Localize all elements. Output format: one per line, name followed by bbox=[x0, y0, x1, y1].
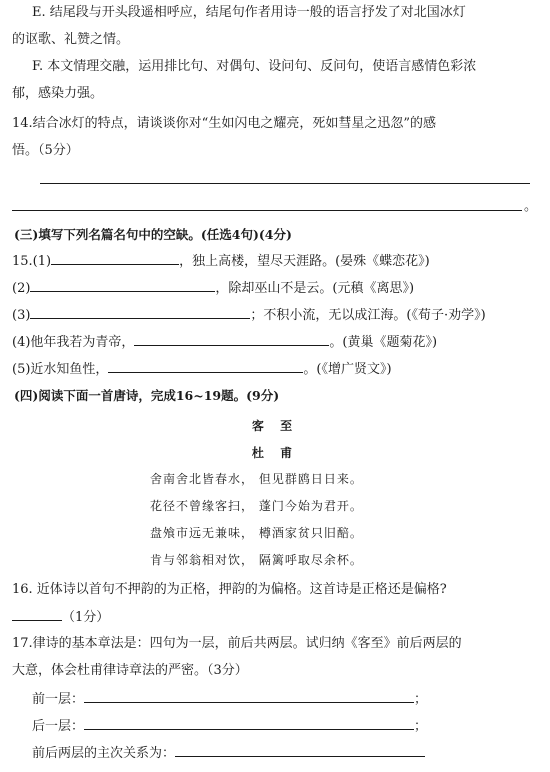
fill-item-1-prefix: 15.(1) bbox=[12, 254, 52, 269]
answer-end-mark: 。 bbox=[524, 199, 538, 214]
answer-line-14a[interactable] bbox=[40, 183, 530, 184]
poem-line-3: 盘飧市远无兼味， 樽酒家贫只旧醅。 bbox=[150, 526, 363, 540]
poem-line-4: 肯与邻翁相对饮， 隔篱呼取尽余杯。 bbox=[150, 553, 363, 567]
fill-item-3-prefix: (3) bbox=[12, 308, 31, 323]
answer-blank-17a[interactable] bbox=[84, 690, 414, 703]
fill-blank-5[interactable] bbox=[108, 360, 303, 373]
fill-item-4-prefix: (4)他年我若为青帝， bbox=[12, 335, 135, 350]
question-17-line-2: 大意，体会杜甫律诗章法的严密。（3分） bbox=[12, 663, 248, 678]
fill-item-5 bbox=[12, 360, 392, 379]
answer-line-14b[interactable] bbox=[12, 210, 522, 211]
answer-1-end: ； bbox=[414, 692, 428, 707]
answer-blank-17b[interactable] bbox=[84, 717, 414, 730]
question-17-line-1: 17.律诗的基本章法是：四句为一层，前后共两层。试归纳《客至》前后两层的 bbox=[12, 636, 462, 651]
answer-blank-16[interactable] bbox=[12, 608, 62, 621]
fill-item-2 bbox=[12, 279, 414, 298]
answer-2-end: ； bbox=[414, 719, 428, 734]
answer-3-label: 前后两层的主次关系为： bbox=[32, 746, 176, 761]
fill-item-3-suffix: ；不积小流，无以成江海。(《荀子·劝学》) bbox=[250, 308, 486, 323]
option-e-line-1: E. 结尾段与开头段遥相呼应，结尾句作者用诗一般的语言抒发了对北国冰灯 bbox=[32, 5, 466, 20]
fill-item-2-prefix: (2) bbox=[12, 281, 31, 296]
fill-item-3 bbox=[12, 306, 486, 325]
answer-row-3 bbox=[32, 744, 425, 763]
answer-2-label: 后一层： bbox=[32, 719, 85, 734]
fill-item-4 bbox=[12, 333, 437, 352]
question-16-line-2 bbox=[12, 608, 109, 627]
fill-item-5-prefix: (5)近水知鱼性， bbox=[12, 362, 109, 377]
fill-item-2-suffix: ，除却巫山不是云。(元稹《离思》) bbox=[215, 281, 415, 296]
fill-item-1-suffix: ，独上高楼，望尽天涯路。(晏殊《蝶恋花》) bbox=[179, 254, 430, 269]
fill-blank-2[interactable] bbox=[30, 279, 215, 292]
answer-1-label: 前一层： bbox=[32, 692, 85, 707]
answer-row-1 bbox=[32, 690, 427, 709]
poem-line-1: 舍南舍北皆春水， 但见群鸥日日来。 bbox=[150, 472, 363, 486]
poem-author: 杜 甫 bbox=[251, 446, 299, 460]
question-16-points: （1分） bbox=[62, 610, 110, 625]
option-e-line-2: 的讴歌、礼赞之情。 bbox=[12, 32, 130, 47]
answer-row-2 bbox=[32, 717, 427, 736]
section-4-title: (四)阅读下面一首唐诗，完成16~19题。(9分) bbox=[14, 388, 280, 403]
option-f-line-2: 郁，感染力强。 bbox=[12, 86, 104, 101]
poem-line-2: 花径不曾缘客扫， 蓬门今始为君开。 bbox=[150, 499, 363, 513]
question-14-line-1: 14.结合冰灯的特点，请谈谈你对“生如闪电之耀亮，死如彗星之迅忽”的感 bbox=[12, 116, 436, 131]
question-14-line-2: 悟。（5分） bbox=[12, 143, 79, 158]
fill-item-5-suffix: 。(《增广贤文》) bbox=[303, 362, 392, 377]
answer-blank-17c[interactable] bbox=[175, 744, 425, 757]
fill-blank-1[interactable] bbox=[51, 252, 179, 265]
fill-item-4-suffix: 。(黄巢《题菊花》) bbox=[329, 335, 438, 350]
poem-title: 客 至 bbox=[251, 419, 299, 433]
fill-item-1 bbox=[12, 252, 430, 271]
option-f-line-1: F. 本文情理交融，运用排比句、对偶句、设问句、反问句，使语言感情色彩浓 bbox=[32, 59, 477, 74]
fill-blank-4[interactable] bbox=[134, 333, 329, 346]
question-16-line-1: 16. 近体诗以首句不押韵的为正格，押韵的为偏格。这首诗是正格还是偏格? bbox=[12, 582, 447, 597]
section-3-title: (三)填写下列名篇名句中的空缺。(任选4句)(4分) bbox=[14, 227, 292, 242]
fill-blank-3[interactable] bbox=[30, 306, 250, 319]
